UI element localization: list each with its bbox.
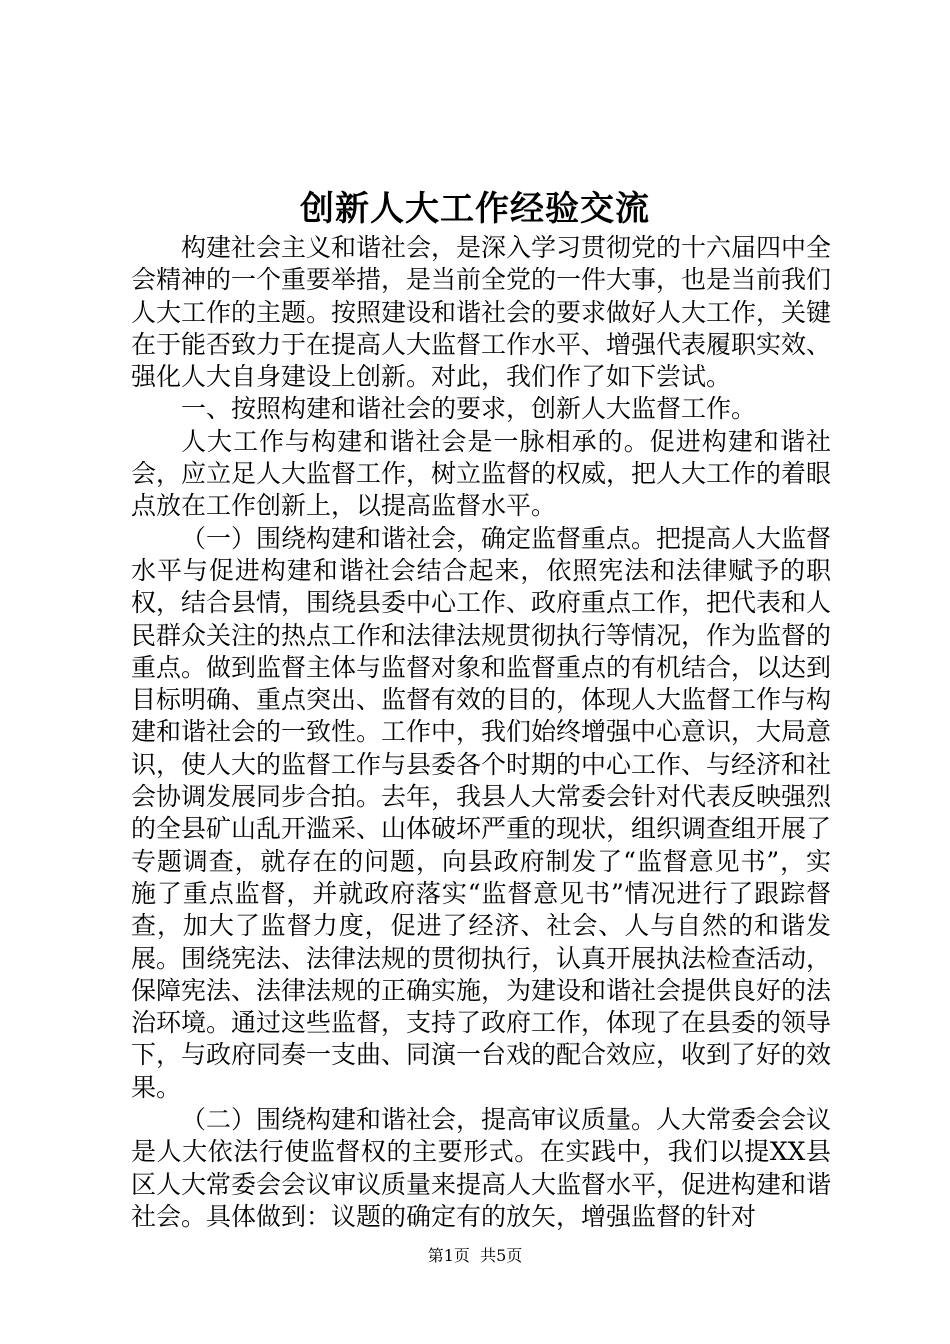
paragraph-subsection-1: （一）围绕构建和谐社会，确定监督重点。把提高人大监督水平与促进构建和谐社会结合起来，依照宪法和法律赋予的职权，结合县情，围绕县委中心工作、政府重点工作，把代表和人民群众关注的热点工作和法律法规贯彻执行等情况，作为监督的重点。做到监督主体与监督对象和监督重点的有机结合，以达到目标明确、重点突出、监督有效的目的，体现人大监督工作与构建和谐社会的一致性。工作中，我们始终增强中心意识，大局意识，使人大的监督工作与县委各个时期的中心工作、与经济和社会协调发展同步合拍。去年，我县人大常委会针对代表反映强烈的全县矿山乱开滥采、山体破坏严重的现状，组织调查组开展了专题调查，就存在的问题，向县政府制发了“监督意见书”，实施了重点监督，并就政府落实“监督意见书”情况进行了跟踪督查，加大了监督力度，促进了经济、社会、人与自然的和谐发展。围绕宪法、法律法规的贯彻执行，认真开展执法检查活动，保障宪法、法律法规的正确实施，为建设和谐社会提供良好的法治环境。通过这些监督，支持了政府工作，体现了在县委的领导下，与政府同奏一支曲、同演一台戏的配合效应，收到了好的效果。 bbox=[131, 523, 832, 1102]
paragraph-section-intro: 人大工作与构建和谐社会是一脉相承的。促进构建和谐社会，应立足人大监督工作，树立监督的权威，把人大工作的着眼点放在工作创新上，以提高监督水平。 bbox=[131, 426, 832, 521]
paragraph-section-heading: 一、按照构建和谐社会的要求，创新人大监督工作。 bbox=[181, 394, 757, 424]
paragraph-subsection-2: （二）围绕构建和谐社会，提高审议质量。人大常委会会议是人大依法行使监督权的主要形式。在实践中，我们以提XX县区人大常委会会议审议质量来提高人大监督水平，促进构建和谐社会。具体做到：议题的确定有的放矢，增强监督的针对 bbox=[131, 1105, 832, 1231]
document-body bbox=[131, 232, 831, 1233]
page-footer bbox=[0, 1245, 950, 1267]
paragraph-intro: 构建社会主义和谐社会，是深入学习贯彻党的十六届四中全会精神的一个重要举措，是当前全党的一件大事，也是当前我们人大工作的主题。按照建设和谐社会的要求做好人大工作，关键在于能否致力于在提高人大监督工作水平、增强代表履职实效、强化人大自身建设上创新。对此，我们作了如下尝试。 bbox=[131, 233, 832, 392]
document-title: 创新人大工作经验交流 bbox=[300, 189, 650, 229]
page-number-label: 第1页 共5页 bbox=[427, 1246, 523, 1265]
